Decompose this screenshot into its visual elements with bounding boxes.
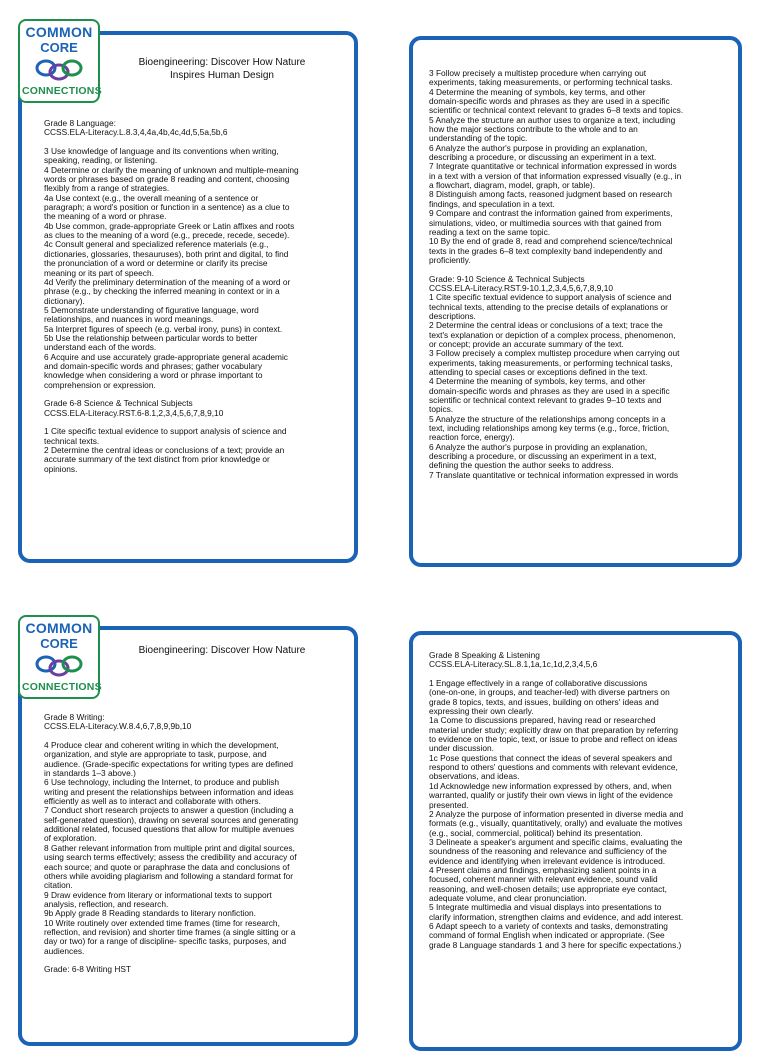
logo-line-connections: CONNECTIONS [22, 85, 102, 97]
card-top-right [409, 36, 742, 567]
card-title: Bioengineering: Discover How Nature [138, 645, 306, 656]
logo-line-common: COMMON [25, 24, 93, 40]
card-body-text: Grade 8 Writing: CCSS.ELA-Literacy.W.8.4,6,7,8,9,9b,10 4 Produce clear and coherent writing in which the development, organization, and style are appropriate to task, purpose, and audience. (Grade-specific expectations for writing types are defined in standards 1–3 above.) 6 Use technology, including the Internet, to produce and publish writing and present the relationships between information and ideas efficiently as well as to interact and collaborate with others. 7 Conduct short research projects to answer a question (including a self-generated question), drawing on several sources and generating additional related, focused questions that allow for multiple avenues of exploration. 8 Gather relevant information from multiple print and digital sources, using search terms effectively; assess the credibility and accuracy of each source; and quote or paraphrase the data and conclusions of others while avoiding plagiarism and following a standard format for citation. 9 Draw evidence from literary or informational texts to support analysis, reflection, and research. 9b Apply grade 8 Reading standards to literary nonfiction. 10 Write routinely over extended time frames (time for research, reflection, and revision) and shorter time frames (a single sitting or a day or two) for a range of discipline- specific tasks, purposes, and audiences. Grade: 6-8 Writing HST [44, 712, 299, 975]
card-bottom-right [409, 631, 742, 1051]
logo-line-core: CORE [40, 636, 78, 651]
logo-line-common: COMMON [25, 620, 93, 636]
common-core-logo [18, 19, 100, 103]
card-body-text: Grade 8 Speaking & Listening CCSS.ELA-Literacy.SL.8.1,1a,1c,1d,2,3,4,5,6 1 Engage effectively in a range of collaborative discussions (one-on-one, in groups, and teacher-led) with diverse partners on grade 8 topics, texts, and issues, building on others' ideas and expressing their own clearly. 1a Come to discussions prepared, having read or researched material under study; explicitly draw on that preparation by referring to evidence on the topic, text, or issue to probe and reflect on ideas under discussion. 1c Pose questions that connect the ideas of several speakers and respond to others' questions and comments with relevant evidence, observations, and ideas. 1d Acknowledge new information expressed by others, and, when warranted, qualify or justify their own views in light of the evidence presented. 2 Analyze the purpose of information presented in diverse media and formats (e.g., visually, quantitatively, orally) and evaluate the motives (e.g., social, commercial, political) behind its presentation. 3 Delineate a speaker's argument and specific claims, evaluating the soundness of the reasoning and relevance and sufficiency of the evidence and identifying when irrelevant evidence is introduced. 4 Present claims and findings, emphasizing salient points in a focused, coherent manner with relevant evidence, sound valid reasoning, and well-chosen details; use appropriate eye contact, adequate volume, and clear pronunciation. 5 Integrate multimedia and visual displays into presentations to clarify information, strengthen claims and evidence, and add interest. 6 Adapt speech to a variety of contexts and tasks, demonstrating command of formal English when indicated or appropriate. (See grade 8 Language standards 1 and 3 here for specific expectations.) [429, 650, 684, 950]
card-body-text: 3 Follow precisely a multistep procedure when carrying out experiments, taking measurements, or performing technical tasks. 4 Determine the meaning of symbols, key terms, and other domain-specific words and phrases as they are used in a specific scientific or technical context relevant to grades 6–8 texts and topics. 5 Analyze the structure an author uses to organize a text, including how the major sections contribute to the whole and to an understanding of the topic. 6 Analyze the author's purpose in providing an explanation, describing a procedure, or discussing an experiment in a text. 7 Integrate quantitative or technical information expressed in words in a text with a version of that information expressed visually (e.g., in a flowchart, diagram, model, graph, or table). 8 Distinguish among facts, reasoned judgment based on research findings, and speculation in a text. 9 Compare and contrast the information gained from experiments, simulations, video, or multimedia sources with that gained from reading a text on the same topic. 10 By the end of grade 8, read and comprehend science/technical texts in the grades 6–8 text complexity band independently and proficiently. Grade: 9-10 Science & Technical Subjects CCSS.ELA-Literacy.RST.9-10.1,2,3,4,5,6,7,8,9,10 1 Cite specific textual evidence to support analysis of science and technical texts, attending to the precise details of explanations or descriptions. 2 Determine the central ideas or conclusions of a text; trace the text's explanation or depiction of a complex process, phenomenon, or concept; provide an accurate summary of the text. 3 Follow precisely a complex multistep procedure when carrying out experiments, taking measurements, or performing technical tasks, attending to special cases or exceptions defined in the text. 4 Determine the meaning of symbols, key terms, and other domain-specific words and phrases as they are used in a specific scientific or technical context relevant to grades 9–10 texts and topics. 5 Analyze the structure of the relationships among concepts in a text, including relationships among key terms (e.g., force, friction, reaction force, energy). 6 Analyze the author's purpose in providing an explanation, describing a procedure, or discussing an experiment in a text, defining the question the author seeks to address. 7 Translate quantitative or technical information expressed in words [429, 68, 684, 480]
card-body-text: Grade 8 Language: CCSS.ELA-Literacy.L.8.3,4,4a,4b,4c,4d,5,5a,5b,6 3 Use knowledge of language and its conventions when writing, speaking, reading, or listening. 4 Determine or clarify the meaning of unknown and multiple-meaning words or phrases based on grade 8 reading and content, choosing flexibly from a range of strategies. 4a Use context (e.g., the overall meaning of a sentence or paragraph; a word's position or function in a sentence) as a clue to the meaning of a word or phrase. 4b Use common, grade-appropriate Greek or Latin affixes and roots as clues to the meaning of a word (e.g., precede, recede, secede). 4c Consult general and specialized reference materials (e.g., dictionaries, glossaries, thesauruses), both print and digital, to find the pronunciation of a word or determine or clarify its precise meaning or its part of speech. 4d Verify the preliminary determination of the meaning of a word or phrase (e.g., by checking the inferred meaning in context or in a dictionary). 5 Demonstrate understanding of figurative language, word relationships, and nuances in word meanings. 5a Interpret figures of speech (e.g. verbal irony, puns) in context. 5b Use the relationship between particular words to better understand each of the words. 6 Acquire and use accurately grade-appropriate general academic and domain-specific words and phrases; gather vocabulary knowledge when considering a word or phrase important to comprehension or expression. Grade 6-8 Science & Technical Subjects CCSS.ELA-Literacy.RST.6-8.1,2,3,4,5,6,7,8,9,10 1 Cite specific textual evidence to support analysis of science and technical texts. 2 Determine the central ideas or conclusions of a text; provide an accurate summary of the text distinct from prior knowledge or opinions. [44, 118, 299, 474]
interlocking-rings-icon [34, 57, 84, 83]
card-top-left [18, 31, 358, 563]
logo-line-connections: CONNECTIONS [22, 681, 102, 693]
card-title: Bioengineering: Discover How Nature Inspires Human Design [138, 57, 306, 81]
logo-line-core: CORE [40, 40, 78, 55]
interlocking-rings-icon [34, 653, 84, 679]
common-core-logo [18, 615, 100, 699]
